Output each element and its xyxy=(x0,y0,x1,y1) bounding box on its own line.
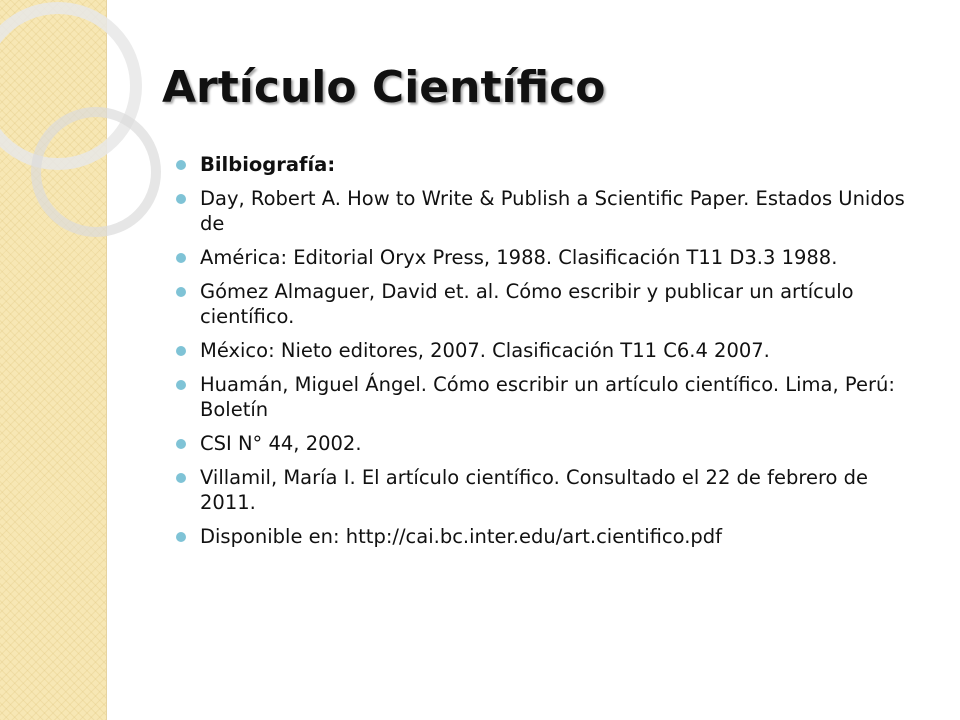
bullet-icon xyxy=(176,439,186,449)
list-item-text: Huamán, Miguel Ángel. Cómo escribir un artículo científico. Lima, Perú: Boletín xyxy=(200,373,895,421)
list-item xyxy=(176,186,916,236)
bullet-icon xyxy=(176,160,186,170)
bullet-icon xyxy=(176,253,186,263)
list-item xyxy=(176,431,916,456)
list-item-text: México: Nieto editores, 2007. Clasificación T11 C6.4 2007. xyxy=(200,339,770,362)
bibliography-list xyxy=(176,152,916,558)
bullet-icon xyxy=(176,473,186,483)
list-item-text: CSI N° 44, 2002. xyxy=(200,432,362,455)
list-item xyxy=(176,152,916,177)
decorative-ring-small xyxy=(36,112,156,232)
bullet-icon xyxy=(176,346,186,356)
slide-title: Artículo Científico xyxy=(162,62,606,113)
decorative-circles xyxy=(0,0,200,320)
list-item-text: Bilbiografía: xyxy=(200,153,336,176)
list-item-text: Villamil, María I. El artículo científico. Consultado el 22 de febrero de 2011. xyxy=(200,466,869,514)
list-item-text: Day, Robert A. How to Write & Publish a Scientific Paper. Estados Unidos de xyxy=(200,187,905,235)
decorative-ring-large xyxy=(0,8,136,164)
list-item xyxy=(176,338,916,363)
list-item xyxy=(176,465,916,515)
bullet-icon xyxy=(176,380,186,390)
bullet-icon xyxy=(176,287,186,297)
list-item-text: América: Editorial Oryx Press, 1988. Clasificación T11 D3.3 1988. xyxy=(200,246,838,269)
list-item-text: Disponible en: http://cai.bc.inter.edu/art.cientifico.pdf xyxy=(200,525,723,548)
bullet-icon xyxy=(176,194,186,204)
list-item xyxy=(176,279,916,329)
list-item xyxy=(176,245,916,270)
bullet-icon xyxy=(176,532,186,542)
list-item xyxy=(176,372,916,422)
list-item-text: Gómez Almaguer, David et. al. Cómo escribir y publicar un artículo científico. xyxy=(200,280,854,328)
list-item xyxy=(176,524,916,549)
